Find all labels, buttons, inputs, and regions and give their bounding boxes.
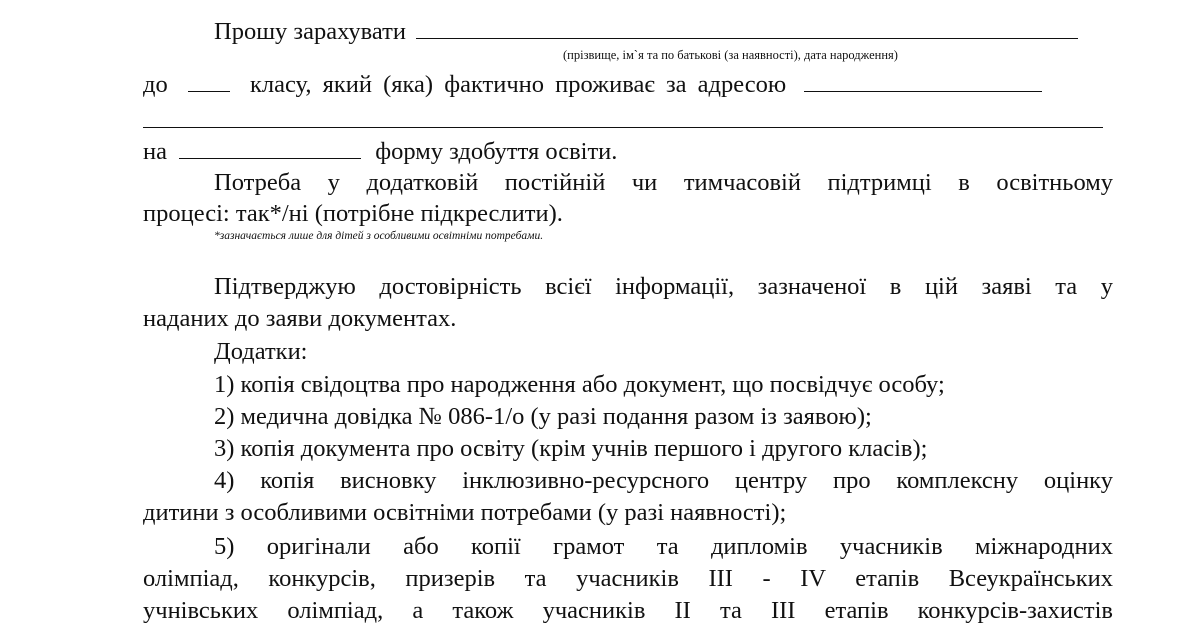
education-form-text: форму здобуття освіти. <box>375 138 618 165</box>
attachment-item-5-line-2: олімпіад, конкурсів, призерів та учасників III - IV етапів Всеукраїнських <box>143 565 1113 592</box>
address-blank <box>804 73 1042 92</box>
attachment-item-1: 1) копія свідоцтва про народження або документ, що посвідчує особу; <box>214 371 945 398</box>
class-address-text: класу, який (яка) фактично проживає за адресою <box>249 71 787 98</box>
confirm-line-1: Підтверджую достовірність всієї інформації, зазначеної в цій заяві та у <box>214 273 1113 300</box>
support-line-1: Потреба у додатковій постійній чи тимчасовій підтримці в освітньому <box>214 169 1113 196</box>
support-line-2: процесі: так*/ні (потрібне підкреслити). <box>143 200 563 227</box>
pupil-name-hint: (прізвище, ім`я та по батькові (за наявності), дата народження) <box>563 48 898 62</box>
education-form-line <box>143 140 1113 165</box>
enroll-request-line <box>214 20 1113 45</box>
support-footnote: *зазначається лише для дітей з особливими освітніми потребами. <box>214 230 544 242</box>
attachments-title: Додатки: <box>214 338 308 365</box>
attachment-item-2: 2) медична довідка № 086-1/о (у разі подання разом із заявою); <box>214 403 872 430</box>
attachment-item-5-line-3: учнівських олімпіад, а також учасників II та III етапів конкурсів-захистів <box>143 597 1113 624</box>
class-number-blank <box>188 73 230 92</box>
attachment-item-3: 3) копія документа про освіту (крім учнів першого і другого класів); <box>214 435 928 462</box>
education-form-blank <box>179 140 361 159</box>
enroll-request-text: Прошу зарахувати <box>214 18 406 45</box>
attachment-item-4-line-1: 4) копія висновку інклюзивно-ресурсного центру про комплексну оцінку <box>214 467 1113 494</box>
class-address-line <box>143 73 1113 98</box>
address-continuation-blank <box>143 127 1103 128</box>
class-prefix: до <box>143 71 168 98</box>
attachment-item-4-line-2: дитини з особливими освітніми потребами (у разі наявності); <box>143 499 787 526</box>
pupil-name-blank <box>416 20 1078 39</box>
attachment-item-5-line-1: 5) оригінали або копії грамот та дипломів учасників міжнародних <box>214 533 1113 560</box>
education-form-prefix: на <box>143 138 167 165</box>
confirm-line-2: наданих до заяви документах. <box>143 305 457 332</box>
